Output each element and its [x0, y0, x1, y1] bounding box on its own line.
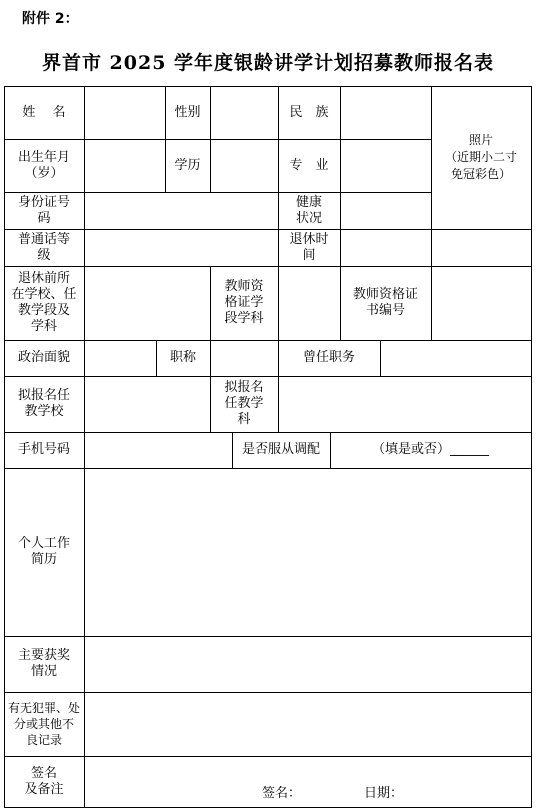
cert-subject-field[interactable]	[279, 267, 340, 340]
former-post-field[interactable]	[381, 341, 531, 376]
signature-remarks-label: 签名 及备注	[24, 765, 64, 797]
resume-field[interactable]	[85, 469, 531, 636]
retire-time-field[interactable]	[341, 230, 431, 266]
pre-retire-school-label: 退休前所 在学校、任 教学段及 学科	[11, 271, 77, 334]
resume-label: 个人工作 简历	[17, 536, 70, 567]
major-field[interactable]	[341, 140, 431, 192]
form-title: 界首市 2025 学年度银龄讲学计划招募教师报名表	[41, 52, 495, 74]
ethnicity-field[interactable]	[341, 87, 431, 139]
mandarin-label: 普通话等 级	[17, 231, 70, 263]
awards-label: 主要获奖 情况	[17, 648, 70, 679]
health-field[interactable]	[341, 193, 431, 229]
attachment-label: 附件 2：	[22, 11, 79, 27]
major-label: 专 业	[289, 157, 329, 173]
title-rank-label: 职称	[169, 350, 196, 365]
pre-retire-school-field[interactable]	[85, 267, 210, 340]
obey-adjust-label: 是否服从调配	[241, 442, 320, 457]
gender-label: 性别	[174, 104, 201, 120]
proposed-school-field[interactable]	[85, 377, 210, 432]
birth-field[interactable]	[85, 140, 165, 192]
obey-adjust-field[interactable]: （填是或否）______	[371, 442, 489, 457]
mandarin-field[interactable]	[85, 230, 278, 266]
phone-field[interactable]	[85, 433, 232, 468]
former-post-label: 曾任职务	[302, 350, 355, 365]
proposed-subject-field[interactable]	[279, 377, 531, 432]
retire-time-label: 退休时 间	[289, 231, 329, 263]
proposed-subject-label: 拟报名 任教学 科	[224, 380, 264, 427]
ethnicity-label: 民 族	[289, 104, 329, 120]
signature-remarks-field[interactable]	[85, 757, 531, 807]
proposed-school-label: 拟报名任 教学校	[17, 388, 70, 419]
birth-label: 出生年月 （岁）	[17, 149, 70, 181]
cert-subject-label: 教师资 格证学 段学科	[224, 279, 264, 326]
education-field[interactable]	[211, 140, 278, 192]
phone-label: 手机号码	[17, 442, 70, 457]
health-label: 健康 状况	[295, 194, 322, 226]
sign-label: 签名：	[262, 786, 302, 801]
id-number-label: 身份证号 码	[17, 194, 70, 226]
date-label: 日期：	[364, 786, 404, 801]
education-label: 学历	[174, 157, 201, 173]
id-number-field[interactable]	[85, 193, 278, 229]
gender-field[interactable]	[211, 87, 278, 139]
title-rank-field[interactable]	[211, 341, 278, 376]
political-field[interactable]	[85, 341, 156, 376]
name-field[interactable]	[85, 87, 165, 139]
cert-number-label: 教师资格证 书编号	[352, 287, 418, 318]
criminal-record-label: 有无犯罪、处 分或其他不 良记录	[7, 701, 80, 747]
cert-number-field[interactable]	[432, 267, 531, 340]
awards-field[interactable]	[85, 637, 531, 692]
photo-box: 照片 （近期小二寸 免冠彩色）	[444, 133, 517, 181]
political-label: 政治面貌	[17, 350, 70, 365]
name-label: 姓 名	[22, 104, 66, 120]
criminal-record-field[interactable]	[85, 693, 531, 756]
